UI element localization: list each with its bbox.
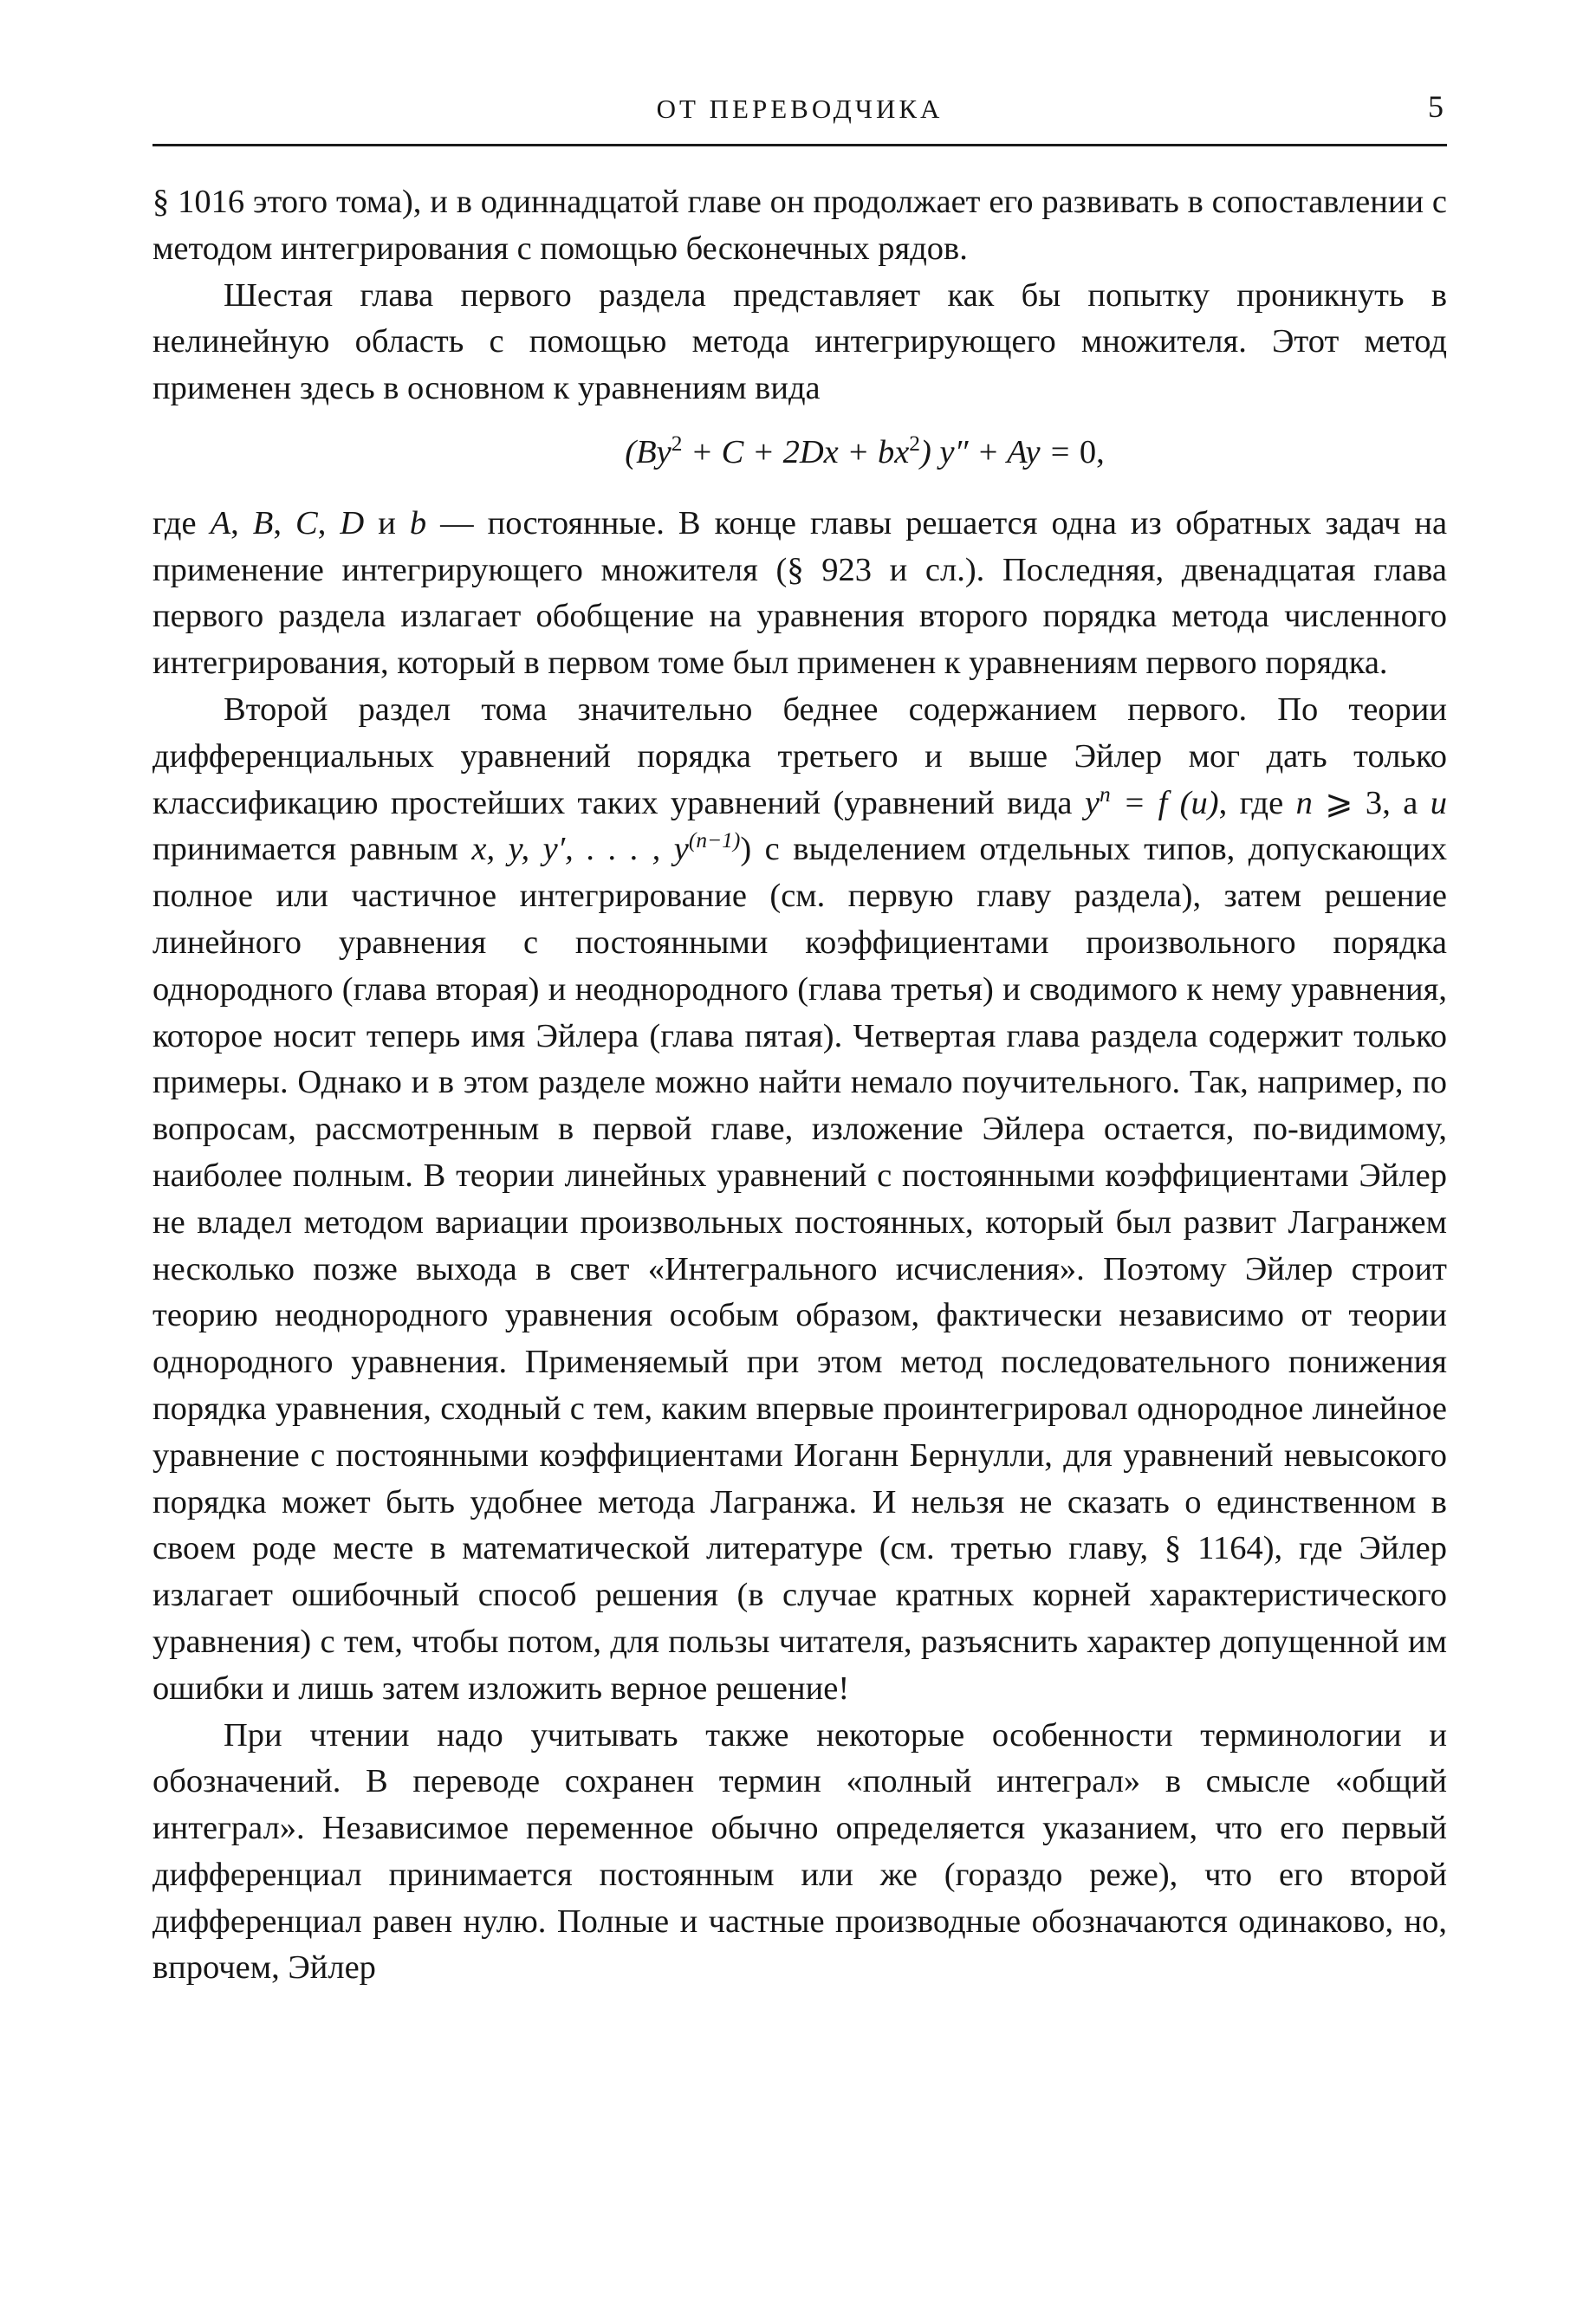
math-inline: x, y, y′, . . . , y	[471, 831, 689, 868]
paragraph-1: § 1016 этого тома), и в одиннадцатой главе он продолжает его развивать в сопоставлении с методом интегрирования с помощью бесконечных рядов.	[152, 184, 1447, 267]
math-inline: = f (u)	[1110, 784, 1219, 821]
page-number: 5	[1428, 89, 1444, 124]
paragraph-3	[152, 501, 1447, 687]
math-inline: y	[1084, 784, 1100, 821]
running-title: ОТ ПЕРЕВОДЧИКА	[656, 94, 944, 124]
math-inline: ⩾ 3	[1312, 784, 1383, 821]
text-run: ,	[273, 504, 295, 541]
text-run: , где	[1218, 784, 1296, 821]
paragraph-4	[152, 687, 1447, 1713]
math-var: A	[210, 504, 231, 541]
math-var: b	[409, 504, 427, 541]
math-var: C	[295, 504, 318, 541]
formula-exponent: 2	[909, 431, 920, 457]
formula-part: + C + 2Dx + bx	[682, 433, 910, 470]
math-exponent: (n−1)	[688, 828, 741, 853]
text-run: Второй раздел тома значительно беднее содержанием первого. По теории дифференциальных уравнений порядка третьего и выше Эйлер мог дать только классификацию простейших таких уравнений (уравнений вида	[152, 690, 1447, 821]
formula-comma: ,	[1096, 433, 1105, 470]
math-var: B	[252, 504, 274, 541]
math-inline: n	[1295, 784, 1313, 821]
body-text	[152, 179, 1447, 1992]
text-run: ,	[317, 504, 341, 541]
text-run: принимается равным	[152, 831, 472, 868]
text-run: ) с выделением отдельных типов, допускающих полное или частичное интегрирование (см. первую главу раздела), затем решение линейного уравнения с постоянными коэффициентами произвольного порядка однородного (глава вторая) и неоднородного (глава третья) и сводимого к нему уравнения, которое носит теперь имя Эйлера (глава пятая). Четвертая глава раздела содержит только примеры. Однако и в этом разделе можно найти немало поучительного. Так, например, по вопросам, рассмотренным в первой главе, изложение Эйлера остается, по-видимому, наиболее полным. В теории линейных уравнений с постоянными коэффициентами Эйлер не владел методом вариации произвольных постоянных, который был развит Лагранжем несколько позже выхода в свет «Интегрального исчисления». Поэтому Эйлер строит теорию неоднородного уравнения особым образом, фактически независимо от теории однородного уравнения. Применяемый при этом метод последовательного понижения порядка уравнения, сходный с тем, каким впервые проинтегрировал однородное линейное уравнение с постоянными коэффициентами Иоганн Бернулли, для уравнений невысокого порядка может быть удобнее метода Лагранжа. И нельзя не сказать о единственном в своем роде месте в математической литературе (см. третью главу, § 1164), где Эйлер излагает ошибочный способ решения (в случае кратных корней характеристического уравнения) с тем, чтобы потом, для пользы читателя, разъяснить характер допущенной им ошибки и лишь затем изложить верное решение!	[152, 831, 1447, 1707]
text-run: где	[152, 504, 211, 541]
formula-zero: 0	[1079, 433, 1097, 470]
formula-part: (By	[625, 433, 671, 470]
formula-exponent: 2	[671, 431, 683, 457]
text-run: , а	[1382, 784, 1431, 821]
text-run: и	[364, 504, 410, 541]
paragraph-5: При чтении надо учитывать также некоторые особенности терминологии и обозначений. В переводе сохранен термин «полный интеграл» в смысле «общий интеграл». Независимое переменное обычно определяется указанием, что его первый дифференциал принимается постоянным или же (гораздо реже), что его второй дифференциал равен нулю. Полные и частные производные обозначаются одинаково, но, впрочем, Эйлер	[152, 1716, 1447, 1987]
math-exponent: n	[1100, 781, 1111, 807]
math-inline: u	[1430, 784, 1447, 821]
display-formula	[152, 412, 1447, 501]
paragraph-2: Шестая глава первого раздела представляет как бы попытку проникнуть в нелинейную область с помощью метода интегрирующего множителя. Этот метод применен здесь в основном к уравнениям вида	[152, 276, 1447, 407]
text-run: — постоянные. В конце главы решается одна из обратных задач на применение интегрирующего множителя (§ 923 и сл.). Последняя, двенадцатая глава первого раздела излагает обобщение на уравнения второго порядка метода численного интегрирования, который в первом томе был применен к уравнениям первого порядка.	[152, 504, 1448, 682]
text-run: ,	[230, 504, 253, 541]
page	[152, 87, 1447, 1992]
math-var: D	[340, 504, 365, 541]
formula-part: ) y″ + Ay =	[920, 433, 1080, 470]
page-header	[152, 87, 1447, 146]
